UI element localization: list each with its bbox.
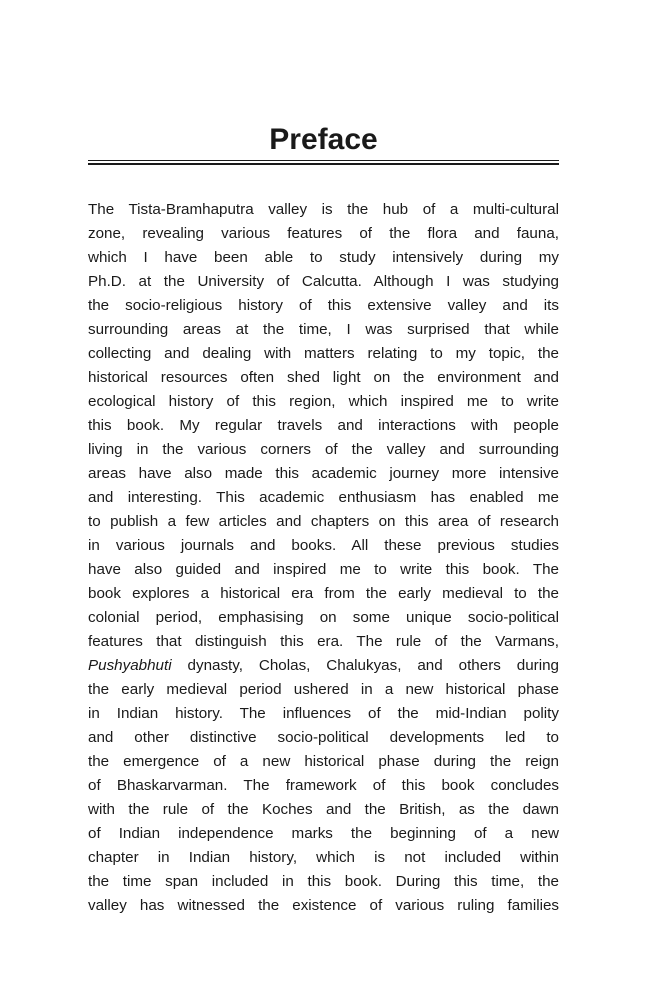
title-rule-thick bbox=[88, 163, 559, 165]
text-line-22: in Indian history. The influences of the mid-Indian polity bbox=[88, 705, 559, 722]
text-line-14: to publish a few articles and chapters on this area of research bbox=[88, 513, 559, 530]
text-line-26: with the rule of the Koches and the British, as the dawn bbox=[88, 801, 559, 818]
text-line-3: which I have been able to study intensively during my bbox=[88, 249, 559, 266]
text-line-30: valley has witnessed the existence of various ruling families bbox=[88, 897, 559, 914]
text-line-9: ecological history of this region, which inspired me to write bbox=[88, 393, 559, 410]
text-line-2: zone, revealing various features of the flora and fauna, bbox=[88, 225, 559, 242]
text-line-23: and other distinctive socio-political developments led to bbox=[88, 729, 559, 746]
text-line-1: The Tista-Bramhaputra valley is the hub of a multi-cultural bbox=[88, 201, 559, 218]
text-line-11: living in the various corners of the valley and surrounding bbox=[88, 441, 559, 458]
text-line-20-rest: dynasty, Cholas, Chalukyas, and others during bbox=[187, 657, 559, 674]
text-line-21: the early medieval period ushered in a new historical phase bbox=[88, 681, 559, 698]
text-line-10: this book. My regular travels and interactions with people bbox=[88, 417, 559, 434]
italic-term: Pushyabhuti bbox=[88, 657, 172, 674]
text-line-7: collecting and dealing with matters relating to my topic, the bbox=[88, 345, 559, 362]
text-line-19: features that distinguish this era. The rule of the Varmans, bbox=[88, 633, 559, 650]
text-line-5: the socio-religious history of this extensive valley and its bbox=[88, 297, 559, 314]
title-rule-thin bbox=[88, 160, 559, 161]
text-line-13: and interesting. This academic enthusiasm has enabled me bbox=[88, 489, 559, 506]
preface-paragraph bbox=[88, 198, 559, 918]
text-line-16: have also guided and inspired me to write this book. The bbox=[88, 561, 559, 578]
page-title: Preface bbox=[269, 123, 378, 156]
text-line-18: colonial period, emphasising on some unique socio-political bbox=[88, 609, 559, 626]
text-line-29: the time span included in this book. During this time, the bbox=[88, 873, 559, 890]
text-line-6: surrounding areas at the time, I was surprised that while bbox=[88, 321, 559, 338]
text-line-20 bbox=[88, 654, 559, 678]
text-line-8: historical resources often shed light on the environment and bbox=[88, 369, 559, 386]
text-line-27: of Indian independence marks the beginning of a new bbox=[88, 825, 559, 842]
text-line-28: chapter in Indian history, which is not included within bbox=[88, 849, 559, 866]
text-line-15: in various journals and books. All these previous studies bbox=[88, 537, 559, 554]
text-line-17: book explores a historical era from the early medieval to the bbox=[88, 585, 559, 602]
text-line-12: areas have also made this academic journey more intensive bbox=[88, 465, 559, 482]
text-line-25: of Bhaskarvarman. The framework of this book concludes bbox=[88, 777, 559, 794]
text-line-4: Ph.D. at the University of Calcutta. Although I was studying bbox=[88, 273, 559, 290]
text-line-24: the emergence of a new historical phase during the reign bbox=[88, 753, 559, 770]
